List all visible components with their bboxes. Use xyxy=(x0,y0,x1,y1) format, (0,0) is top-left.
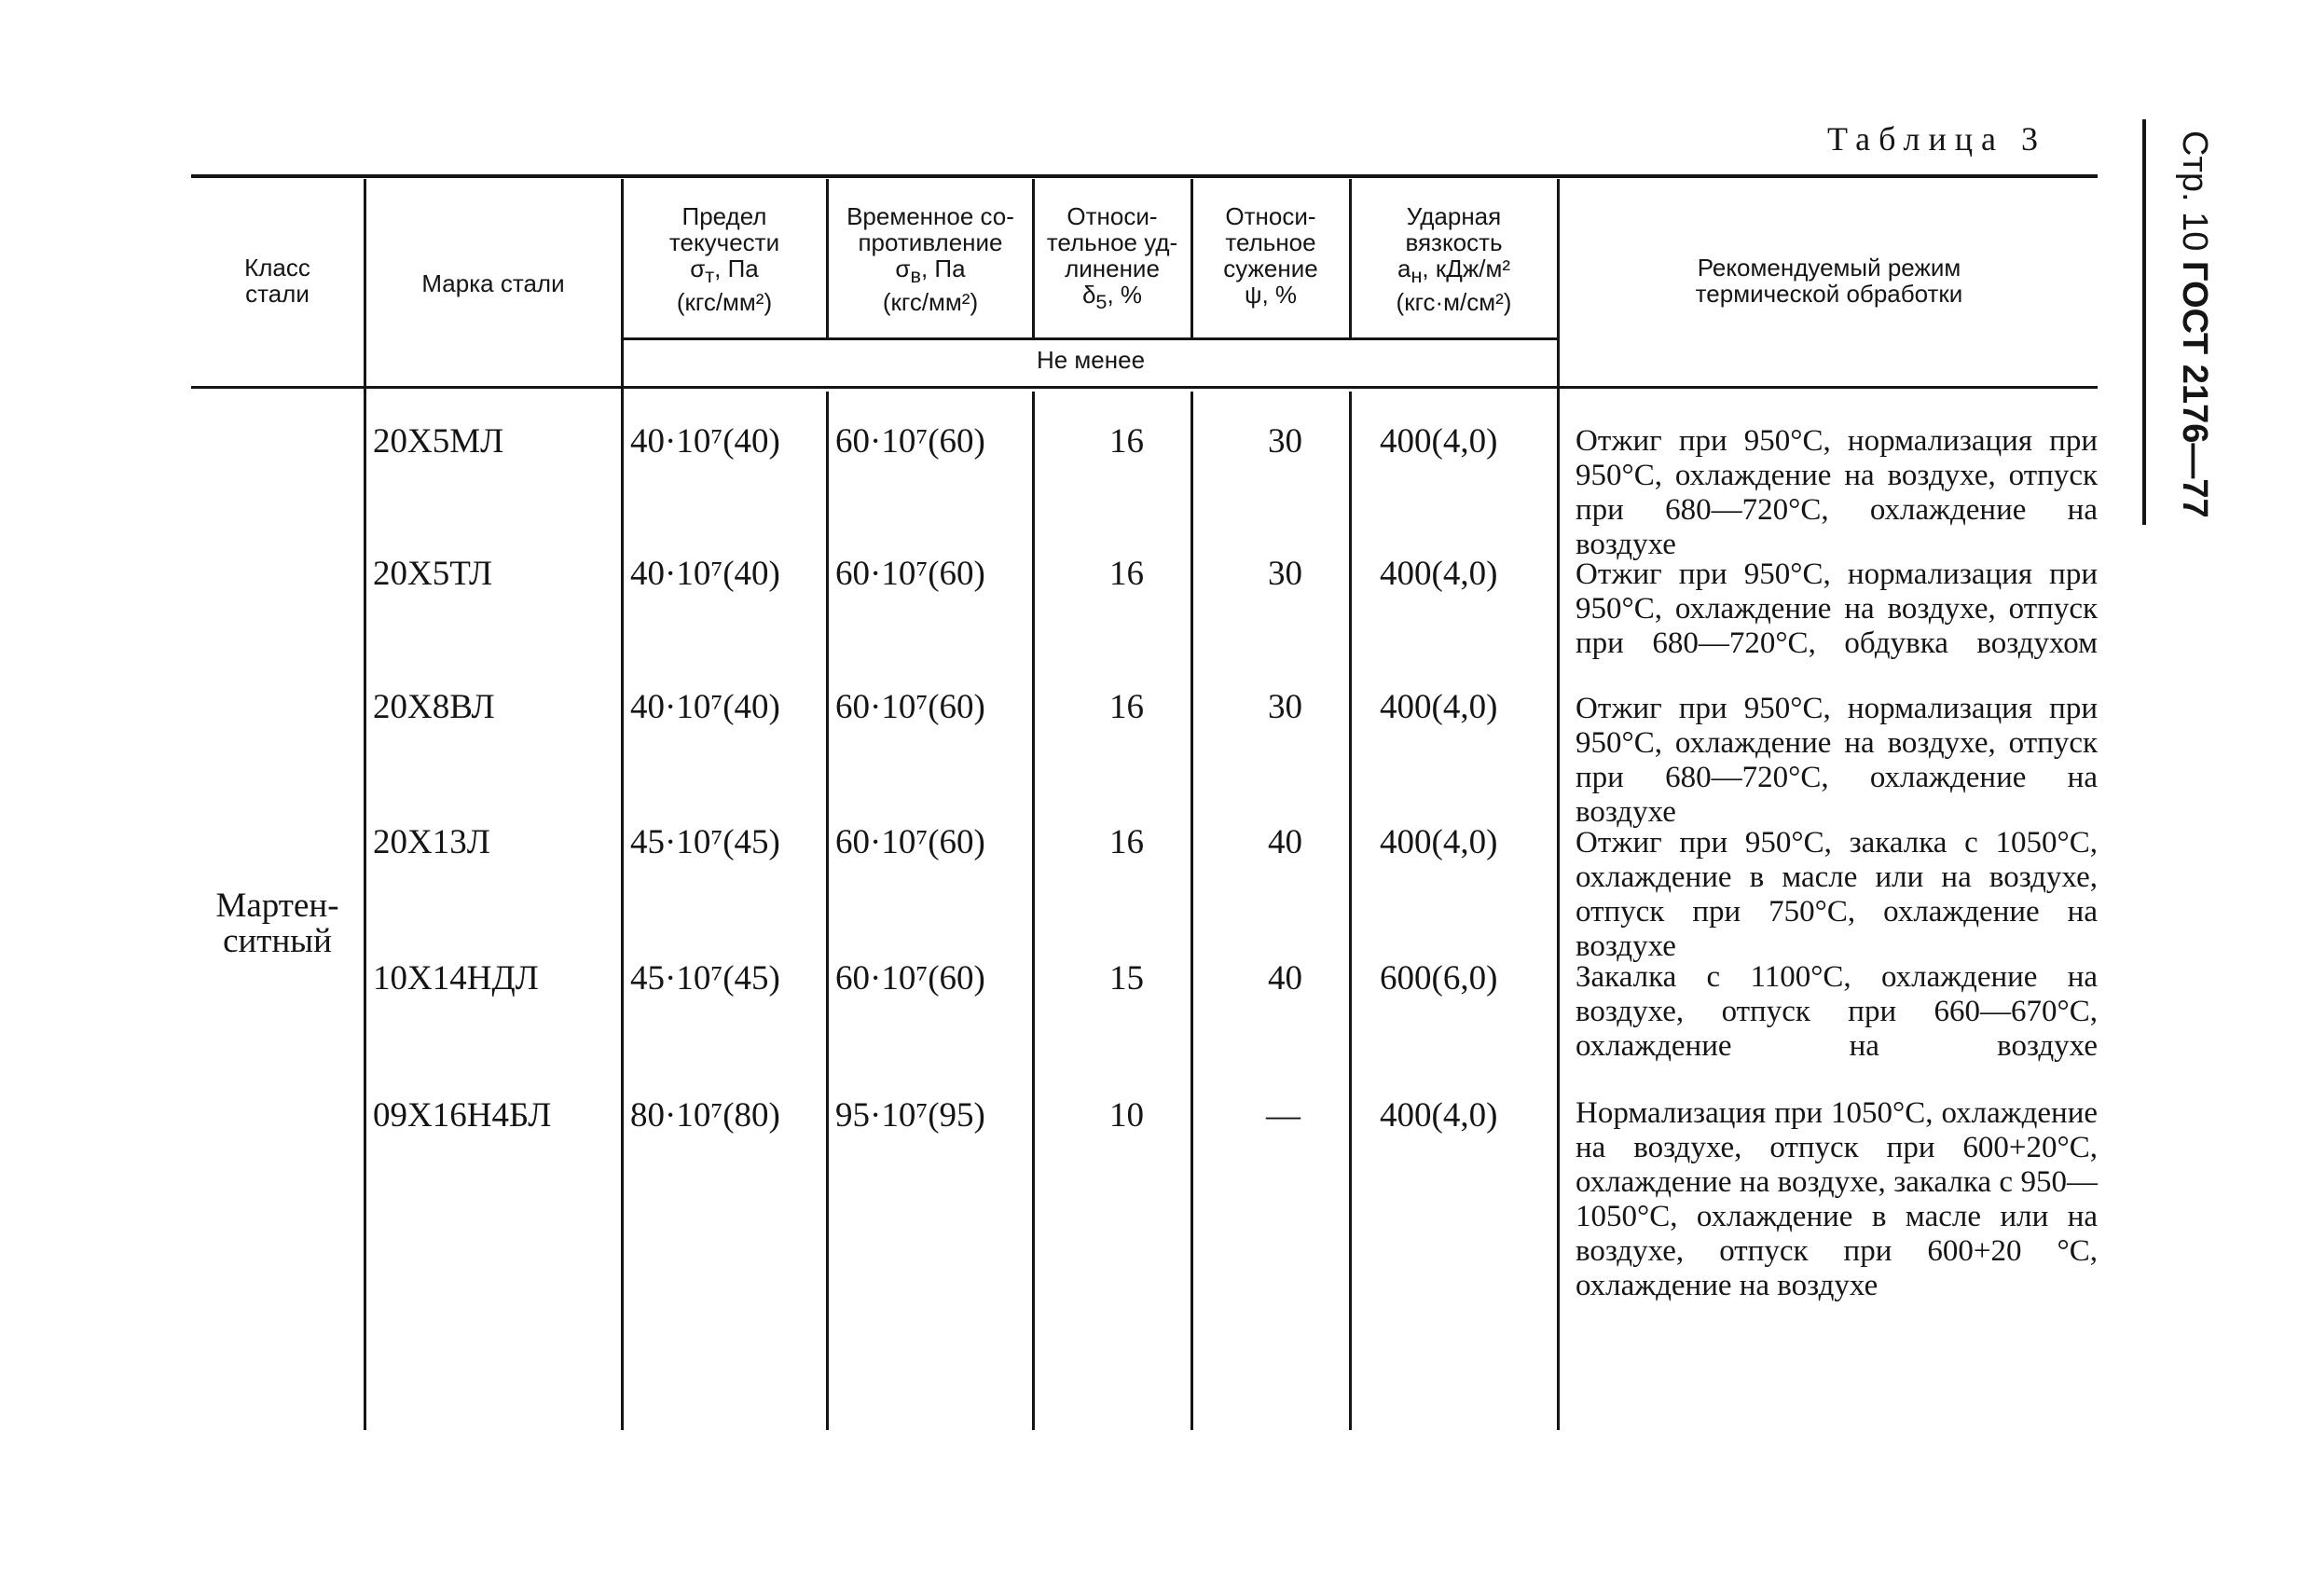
row3-treatment: Отжиг при 950°С, нормализация при 950°С, охлаждение на воздухе, отпуск при 680—720°С, охлаждение на воздухе xyxy=(1576,692,2098,829)
header-bottom-rule xyxy=(191,386,2098,389)
row5-grade: 10Х14НДЛ xyxy=(373,959,539,998)
row6-impact: 400(4,0) xyxy=(1380,1096,1498,1135)
col-divider-7 xyxy=(1557,179,1560,1430)
header-impact: Ударная вязкость $a_н$, кДж/м² (кгс·м/см²) xyxy=(1396,202,1512,317)
header-class: Класс стали xyxy=(244,254,310,308)
row4-grade: 20Х13Л xyxy=(373,823,490,861)
row5-tensile: 60·10⁷(60) xyxy=(835,959,985,998)
row4-tensile: 60·10⁷(60) xyxy=(835,823,985,861)
row1-tensile: 60·10⁷(60) xyxy=(835,422,985,461)
row1-grade: 20Х5МЛ xyxy=(373,422,504,461)
row3-reduction: 30 xyxy=(1268,688,1302,726)
table-caption: Таблица 3 xyxy=(1827,120,2046,158)
row5-impact: 600(6,0) xyxy=(1380,959,1498,998)
col-divider-1 xyxy=(364,179,366,1430)
row3-elongation: 16 xyxy=(1109,688,1144,726)
row2-impact: 400(4,0) xyxy=(1380,555,1498,593)
row4-impact: 400(4,0) xyxy=(1380,823,1498,861)
row3-tensile: 60·10⁷(60) xyxy=(835,688,985,726)
row6-reduction: — xyxy=(1266,1096,1300,1135)
row2-grade: 20Х5ТЛ xyxy=(373,555,493,593)
row3-grade: 20Х8ВЛ xyxy=(373,688,495,726)
header-reduction: Относи- тельное сужение ψ, % xyxy=(1223,202,1318,309)
row1-yield: 40·10⁷(40) xyxy=(630,422,780,461)
col-divider-5 xyxy=(1190,179,1193,337)
header-min-note: Не менее xyxy=(1036,346,1146,374)
row4-yield: 45·10⁷(45) xyxy=(630,823,780,861)
col-divider-3-body xyxy=(826,392,829,1430)
row6-yield: 80·10⁷(80) xyxy=(630,1096,780,1135)
row1-elongation: 16 xyxy=(1109,422,1144,461)
side-running-header xyxy=(2177,131,2214,518)
row5-treatment: Закалка с 1100°С, охлаждение на воздухе, отпуск при 660—670°С, охлаждение на воздухе xyxy=(1576,960,2098,1063)
row4-elongation: 16 xyxy=(1109,823,1144,861)
col-divider-4 xyxy=(1032,179,1035,337)
row5-reduction: 40 xyxy=(1268,959,1302,998)
header-treatment: Рекомендуемый режим термической обработки xyxy=(1695,254,1963,308)
row2-treatment: Отжиг при 950°С, нормализация при 950°С, охлаждение на воздухе, отпуск при 680—720°С, обдувка воздухом xyxy=(1576,557,2098,660)
min-note-rule xyxy=(623,337,1560,340)
row3-impact: 400(4,0) xyxy=(1380,688,1498,726)
row2-tensile: 60·10⁷(60) xyxy=(835,555,985,593)
header-tensile: Временное со- противление $\sigma_в$, Па (кгс/мм²) xyxy=(846,202,1014,317)
header-grade: Марка стали xyxy=(421,269,565,297)
row4-treatment: Отжиг при 950°С, закалка с 1050°С, охлаждение в масле или на воздухе, отпуск при 750°С, охлаждение на воздухе xyxy=(1576,826,2098,963)
row2-elongation: 16 xyxy=(1109,555,1144,593)
side-page-number: Стр. 10 xyxy=(2175,131,2214,252)
row4-reduction: 40 xyxy=(1268,823,1302,861)
row5-elongation: 15 xyxy=(1109,959,1144,998)
row2-yield: 40·10⁷(40) xyxy=(630,555,780,593)
side-standard-code: ГОСТ 2176—77 xyxy=(2175,260,2214,518)
row1-treatment: Отжиг при 950°С, нормализация при 950°С, охлаждение на воздухе, отпуск при 680—720°С, охлаждение на воздухе xyxy=(1576,424,2098,561)
col-divider-4-body xyxy=(1032,392,1035,1430)
row3-yield: 40·10⁷(40) xyxy=(630,688,780,726)
row6-elongation: 10 xyxy=(1109,1096,1144,1135)
side-header-rule xyxy=(2142,119,2146,525)
header-yield: Предел текучести $\sigma_т$, Па (кгс/мм²) xyxy=(668,202,780,317)
col-divider-6 xyxy=(1349,179,1352,337)
row2-reduction: 30 xyxy=(1268,555,1302,593)
row6-tensile: 95·10⁷(95) xyxy=(835,1096,985,1135)
row1-impact: 400(4,0) xyxy=(1380,422,1498,461)
header-elongation: Относи- тельное уд- линение $\delta_5$, % xyxy=(1046,202,1178,314)
row1-reduction: 30 xyxy=(1268,422,1302,461)
row5-yield: 45·10⁷(45) xyxy=(630,959,780,998)
table-top-rule xyxy=(191,174,2098,178)
steel-class: Мартен- ситный xyxy=(215,887,339,960)
col-divider-5-body xyxy=(1190,392,1193,1430)
row6-grade: 09Х16Н4БЛ xyxy=(373,1096,552,1135)
col-divider-6-body xyxy=(1349,392,1352,1430)
col-divider-2 xyxy=(621,179,624,1430)
row6-treatment: Нормализация при 1050°С, охлаждение на воздухе, отпуск при 600+20°С, охлаждение на воздухе, закалка с 950—1050°С, охлаждение в масле или на воздухе, отпуск при 600+20 °С, охлаждение на воздухе xyxy=(1576,1096,2098,1302)
col-divider-3 xyxy=(826,179,829,337)
